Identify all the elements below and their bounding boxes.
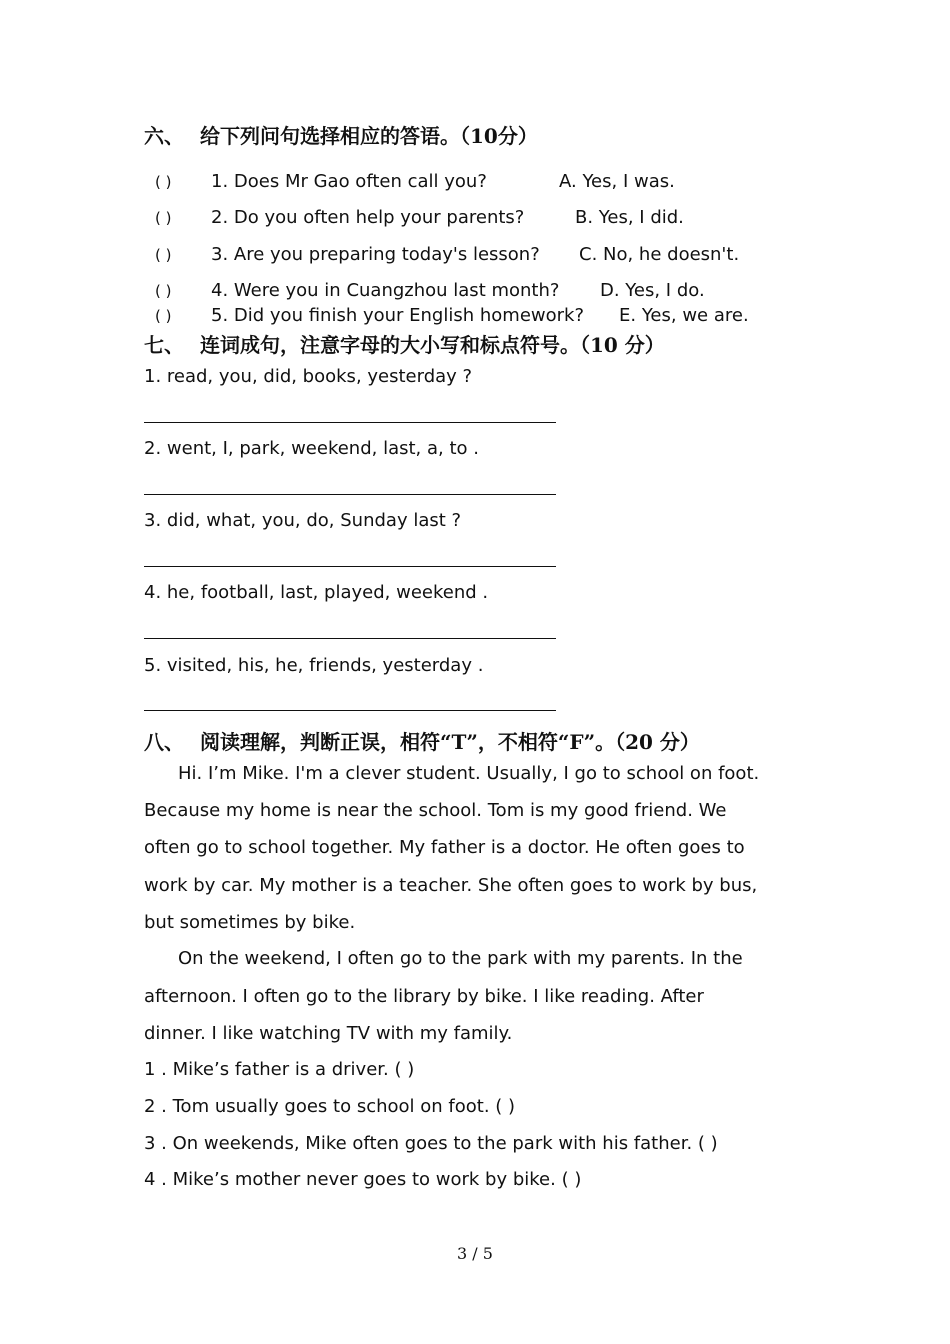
answer-blank[interactable]: ( ) [155, 173, 172, 191]
matching-item-1 [155, 171, 487, 192]
passage-line: afternoon. I often go to the library by bike. I like reading. After [144, 986, 704, 1007]
answer-line-3[interactable] [144, 566, 556, 567]
answer-option-a: A. Yes, I was. [559, 171, 675, 192]
question-text: 5. Did you finish your English homework? [211, 305, 585, 326]
section-6-heading [144, 120, 538, 149]
answer-line-1[interactable] [144, 422, 556, 423]
true-false-question-3: 3 . On weekends, Mike often goes to the park with his father. ( ) [144, 1133, 718, 1154]
section-number: 七、 [144, 333, 184, 357]
matching-item-2 [155, 207, 524, 228]
section-number: 六、 [144, 124, 184, 148]
scrambled-sentence-2: 2. went, I, park, weekend, last, a, to . [144, 438, 479, 459]
section-number: 八、 [144, 730, 184, 754]
answer-blank[interactable]: ( ) [155, 307, 172, 325]
true-false-question-4: 4 . Mike’s mother never goes to work by bike. ( ) [144, 1169, 582, 1190]
answer-option-e: E. Yes, we are. [619, 305, 749, 326]
section-title: 阅读理解，判断正误，相符“T”，不相符“F”。（20 分） [200, 730, 700, 754]
answer-blank[interactable]: ( ) [155, 209, 172, 227]
passage-line: Hi. I’m Mike. I'm a clever student. Usually, I go to school on foot. [178, 763, 760, 784]
answer-line-5[interactable] [144, 710, 556, 711]
question-text: 1. Does Mr Gao often call you? [211, 171, 487, 192]
section-title: 连词成句，注意字母的大小写和标点符号。（10 分） [200, 333, 665, 357]
section-title: 给下列问句选择相应的答语。（10分） [200, 124, 538, 148]
passage-line: but sometimes by bike. [144, 912, 356, 933]
section-7-heading [144, 329, 665, 358]
page-number: 3 / 5 [457, 1244, 493, 1263]
answer-line-4[interactable] [144, 638, 556, 639]
scrambled-sentence-1: 1. read, you, did, books, yesterday ? [144, 366, 473, 387]
answer-option-c: C. No, he doesn't. [579, 244, 740, 265]
scrambled-sentence-3: 3. did, what, you, do, Sunday last ? [144, 510, 462, 531]
answer-line-2[interactable] [144, 494, 556, 495]
scrambled-sentence-4: 4. he, football, last, played, weekend . [144, 582, 489, 603]
passage-line: Because my home is near the school. Tom is my good friend. We [144, 800, 727, 821]
passage-line: dinner. I like watching TV with my family. [144, 1023, 513, 1044]
passage-line: On the weekend, I often go to the park with my parents. In the [178, 948, 743, 969]
matching-item-4 [155, 280, 559, 301]
true-false-question-2: 2 . Tom usually goes to school on foot. ( ) [144, 1096, 516, 1117]
question-text: 2. Do you often help your parents? [211, 207, 525, 228]
question-text: 4. Were you in Cuangzhou last month? [211, 280, 560, 301]
answer-option-b: B. Yes, I did. [575, 207, 684, 228]
answer-option-d: D. Yes, I do. [600, 280, 705, 301]
passage-line: often go to school together. My father is a doctor. He often goes to [144, 837, 745, 858]
passage-line: work by car. My mother is a teacher. She often goes to work by bus, [144, 875, 758, 896]
true-false-question-1: 1 . Mike’s father is a driver. ( ) [144, 1059, 415, 1080]
question-text: 3. Are you preparing today's lesson? [211, 244, 540, 265]
matching-item-3 [155, 244, 540, 265]
matching-item-5 [155, 305, 584, 326]
section-8-heading [144, 726, 700, 755]
answer-blank[interactable]: ( ) [155, 246, 172, 264]
scrambled-sentence-5: 5. visited, his, he, friends, yesterday . [144, 655, 484, 676]
answer-blank[interactable]: ( ) [155, 282, 172, 300]
